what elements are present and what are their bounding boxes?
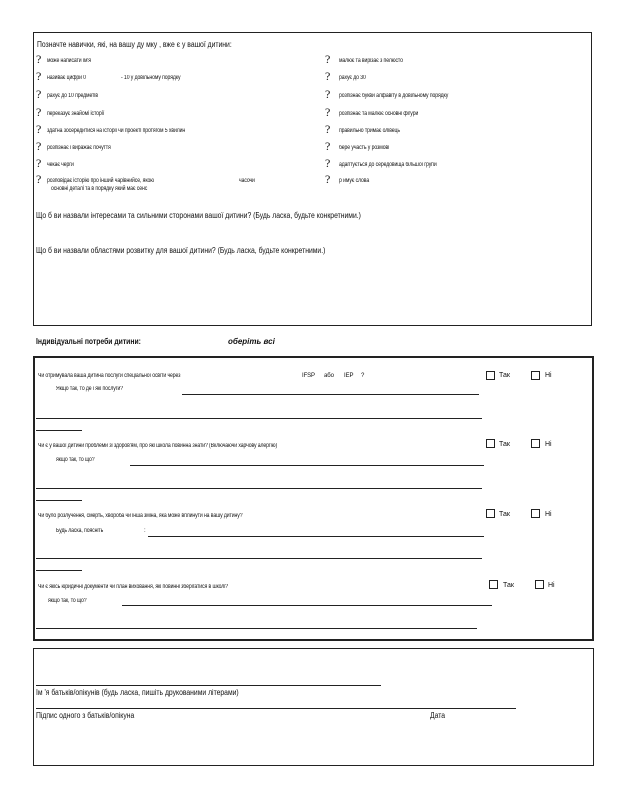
- skill-label: р имує слова: [339, 178, 370, 184]
- q1-answer-line-3[interactable]: [36, 430, 82, 431]
- q1-followup: Якщо так, то де і які послуги?: [56, 386, 124, 392]
- skill-label-line2: основні деталі та в порядку який має сенс: [51, 186, 148, 192]
- q4-answer-line[interactable]: [122, 605, 492, 606]
- skill-label: малює та вирізає з пелюсто: [339, 58, 403, 64]
- skill-label: здатна зосередитися на історії чи проекті протягом 5 хвилин: [47, 128, 186, 134]
- q1-yes-checkbox[interactable]: [486, 371, 495, 380]
- skill-label: переказує знайомі історії: [47, 111, 105, 117]
- skill-checkbox-11[interactable]: ?: [325, 105, 331, 119]
- skill-checkbox-14[interactable]: ?: [325, 156, 331, 170]
- q2-no-checkbox[interactable]: [531, 439, 540, 448]
- or-label: або: [324, 373, 334, 379]
- skill-label: рахує до 30: [339, 75, 366, 81]
- q3-yes-label: Так: [499, 511, 510, 518]
- skill-checkbox-7[interactable]: ?: [36, 172, 42, 186]
- skill-label: може написати ім'я: [47, 58, 91, 64]
- skill-checkbox-2[interactable]: ?: [36, 87, 42, 101]
- skill-label: адаптується до середовища більшої групи: [339, 162, 437, 168]
- signature-label: Підпис одного з батьків/опікуна: [36, 711, 135, 720]
- skill-checkbox-5[interactable]: ?: [36, 139, 42, 153]
- skill-checkbox-3[interactable]: ?: [36, 105, 42, 119]
- ifsp-label: IFSP: [302, 373, 315, 379]
- q3-answer-line-2[interactable]: [36, 558, 482, 559]
- needs-section: [33, 356, 594, 641]
- signature-section: [33, 648, 594, 766]
- q3-no-label: Ні: [545, 511, 552, 518]
- q4-no-label: Ні: [548, 582, 555, 589]
- q2-yes-checkbox[interactable]: [486, 439, 495, 448]
- q3-answer-line[interactable]: [148, 536, 484, 537]
- question-life-change: Чи було розлучення, смерть, хвороба чи інша зміна, яка може вплинути на вашу дитину?: [38, 513, 243, 519]
- needs-title: Індивідуальні потреби дитини:: [36, 337, 141, 346]
- skill-checkbox-12[interactable]: ?: [325, 122, 331, 136]
- q3-followup: Будь ласка, поясніть: [56, 528, 104, 534]
- skill-label-cont: часочи: [239, 178, 255, 184]
- q3-colon: :: [144, 528, 146, 534]
- q2-yes-label: Так: [499, 441, 510, 448]
- q2-no-label: Ні: [545, 441, 552, 448]
- question-interests: Що б ви назвали інтересами та сильними сторонами вашої дитини? (Будь ласка, будьте конкретними.): [36, 211, 361, 220]
- q4-no-checkbox[interactable]: [535, 580, 544, 589]
- skill-checkbox-15[interactable]: ?: [325, 172, 331, 186]
- development-answer-area[interactable]: [36, 260, 586, 320]
- date-label: Дата: [430, 711, 446, 720]
- q4-yes-checkbox[interactable]: [489, 580, 498, 589]
- skill-checkbox-6[interactable]: ?: [36, 156, 42, 170]
- select-all-hint: оберіть всі: [228, 337, 275, 346]
- question-mark: ?: [361, 373, 365, 379]
- q3-answer-line-3[interactable]: [36, 570, 82, 571]
- skill-label: розпізнає і виражає почуття: [47, 145, 111, 151]
- q4-followup: якщо так, то що?: [48, 598, 87, 604]
- skill-checkbox-8[interactable]: ?: [325, 52, 331, 66]
- q2-answer-line[interactable]: [130, 465, 484, 466]
- skill-label: чекає черги: [47, 162, 74, 168]
- skills-heading: Позначте навички, які, на вашу ду мку , вже є у вашої дитини:: [37, 40, 232, 49]
- parent-name-line[interactable]: [36, 685, 381, 686]
- question-legal-docs: Чи є якісь юридичні документи чи план виховання, які повинні зберігатися в школі?: [38, 584, 229, 590]
- parent-name-label: Ім 'я батьків/опікунів (будь ласка, пишіть друкованими літерами): [36, 688, 239, 697]
- q1-yes-label: Так: [499, 372, 510, 379]
- q2-answer-line-3[interactable]: [36, 500, 82, 501]
- q3-yes-checkbox[interactable]: [486, 509, 495, 518]
- q2-followup: якщо так, то що?: [56, 457, 95, 463]
- interests-answer-area[interactable]: [36, 224, 586, 240]
- q3-no-checkbox[interactable]: [531, 509, 540, 518]
- skill-checkbox-4[interactable]: ?: [36, 122, 42, 136]
- skill-checkbox-9[interactable]: ?: [325, 69, 331, 83]
- q4-yes-label: Так: [503, 582, 514, 589]
- skill-checkbox-0[interactable]: ?: [36, 52, 42, 66]
- skill-label: називає цифри 0: [47, 75, 86, 81]
- signature-line[interactable]: [36, 708, 516, 709]
- q1-answer-line-2[interactable]: [36, 418, 482, 419]
- skill-label: правильно тримає олівець: [339, 128, 400, 134]
- skill-label: розпізнає та малює основні фігури: [339, 111, 419, 117]
- q4-answer-line-2[interactable]: [36, 628, 477, 629]
- skill-label: розпізнає букви алфавіту в довільному порядку: [339, 93, 449, 99]
- q1-no-checkbox[interactable]: [531, 371, 540, 380]
- skill-label: бере участь у розмові: [339, 145, 390, 151]
- q1-answer-line[interactable]: [182, 394, 479, 395]
- skill-label-cont: - 10 у довільному порядку: [121, 75, 181, 81]
- skill-label: розповідає історію про інший чарівнийсе, якою: [47, 178, 155, 184]
- q2-answer-line-2[interactable]: [36, 488, 482, 489]
- question-special-ed: Чи отримувала ваша дитина послуги спеціальної освіти через: [38, 373, 181, 379]
- q1-no-label: Ні: [545, 372, 552, 379]
- skill-checkbox-1[interactable]: ?: [36, 69, 42, 83]
- skill-checkbox-13[interactable]: ?: [325, 139, 331, 153]
- skill-checkbox-10[interactable]: ?: [325, 87, 331, 101]
- skill-label: рахує до 10 предметів: [47, 93, 98, 99]
- question-health: Чи є у вашої дитини проблеми зі здоров'ям, про які школа повинна знати? (Включаючи харчову алергію): [38, 443, 278, 449]
- question-development: Що б ви назвали областями розвитку для вашої дитини? (Будь ласка, будьте конкретними.): [36, 246, 326, 255]
- iep-label: IEP: [344, 373, 354, 379]
